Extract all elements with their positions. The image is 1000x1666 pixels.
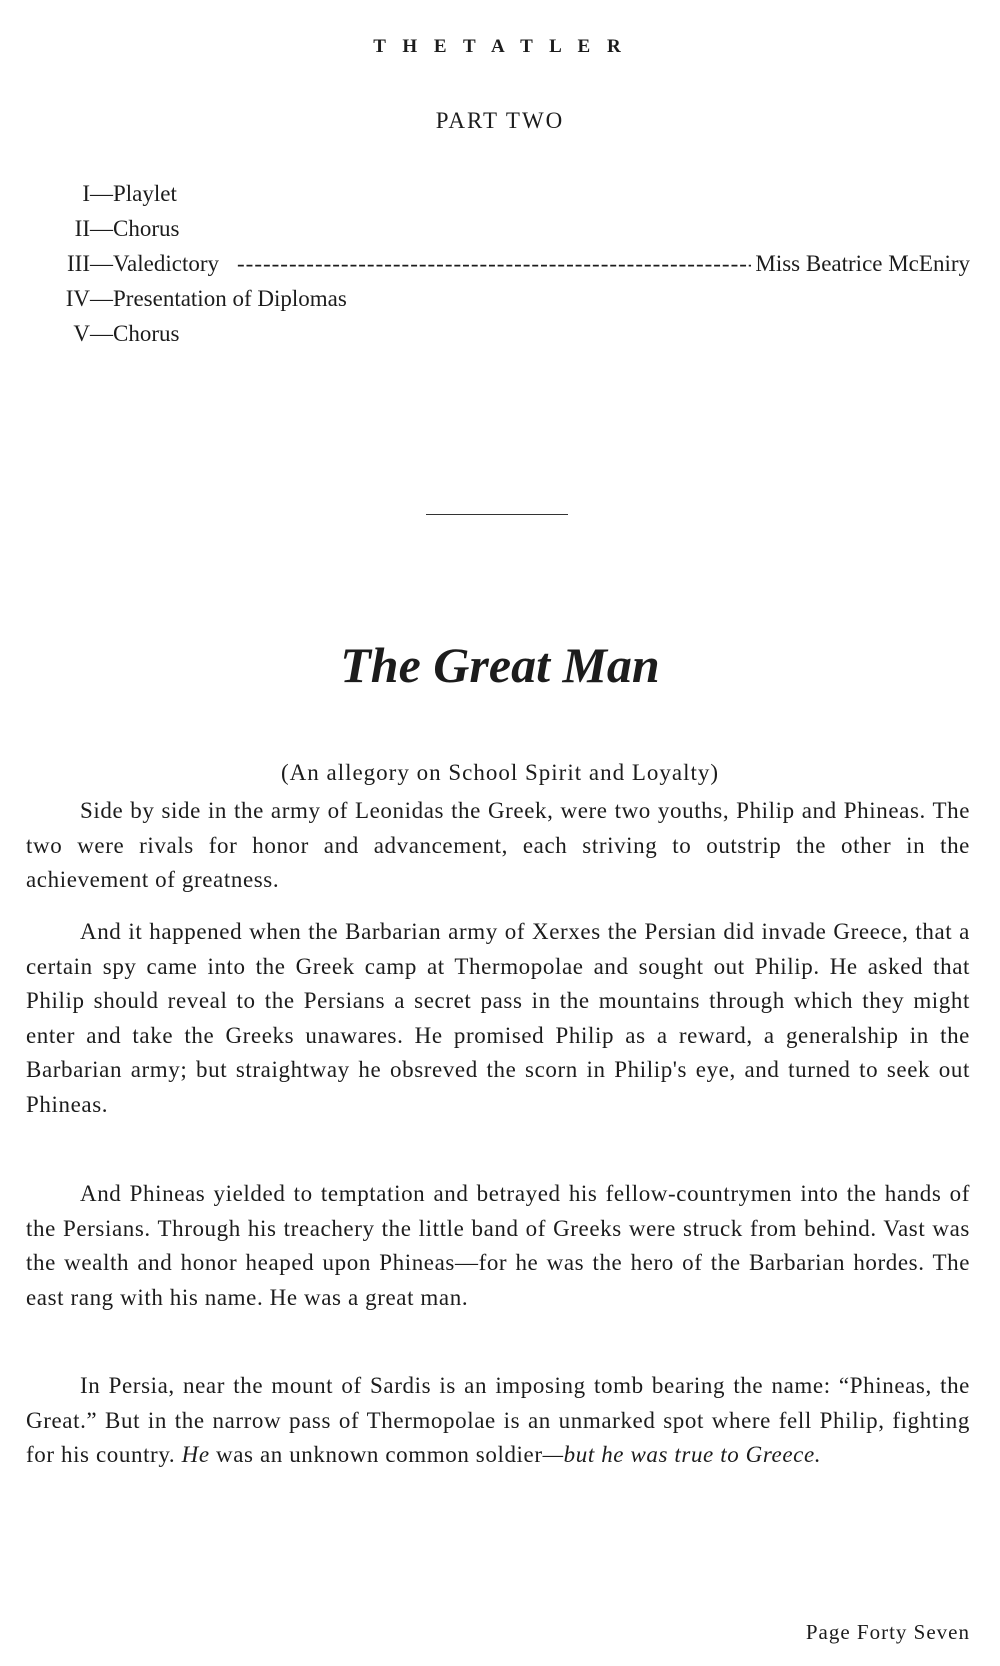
- program-dash: —: [90, 286, 113, 311]
- program-dash: —: [90, 251, 113, 276]
- program-dash: —: [90, 181, 113, 206]
- article-paragraph: And Phineas yielded to temptation and betrayed his fellow-countrymen into the hands of the Persians. Through his treachery the little band of Greeks were struck from behind. Vast was the wealth and honor heaped upon Phineas—for he was the hero of the Barbarian hordes. The east rang with his name. He was a great man.: [26, 1181, 970, 1310]
- article-title: The Great Man: [340, 637, 660, 693]
- program-item-label: Valedictory: [113, 251, 220, 276]
- program-item: [24, 246, 970, 281]
- italic-he: He: [181, 1442, 210, 1467]
- running-header: T H E T A T L E R: [373, 36, 627, 57]
- article-paragraph: And it happened when the Barbarian army of Xerxes the Persian did invade Greece, that a certain spy came into the Greek camp at Thermopolae and sought out Philip. He asked that Philip should reveal to the Persians a secret pass in the mountains through which they might enter and take the Greeks unawares. He promised Philip as a reward, a generalship in the Barbarian army; but straightway he obsreved the scorn in Philip's eye, and turned to seek out Phineas.: [26, 919, 970, 1117]
- program-item-label: Chorus: [113, 321, 180, 346]
- program-item: [24, 316, 970, 351]
- article-subtitle: (An allegory on School Spirit and Loyalty): [280, 760, 720, 785]
- program-item: [24, 211, 970, 246]
- program-numeral: V: [73, 321, 90, 346]
- program-numeral: II: [74, 216, 90, 241]
- program-item-label: Chorus: [113, 216, 180, 241]
- program-item-label: Presentation of Diplomas: [113, 286, 347, 311]
- program-numeral: IV: [65, 286, 90, 311]
- final-paragraph-mid: was an unknown common soldier: [209, 1442, 543, 1467]
- program-numeral: III: [67, 251, 90, 276]
- page-number: Page Forty Seven: [805, 1620, 970, 1644]
- program-dash: —: [90, 216, 113, 241]
- italic-closing: —but he was true to Greece.: [542, 1442, 822, 1467]
- dotted-leader: [237, 246, 751, 281]
- program-item-label: Playlet: [113, 181, 177, 206]
- program-item: [24, 281, 970, 316]
- program-dash: —: [90, 321, 113, 346]
- program-numeral: I: [82, 181, 90, 206]
- program-item: [24, 176, 970, 211]
- program-list: [24, 176, 970, 351]
- program-performer: Miss Beatrice McEniry: [755, 251, 970, 276]
- final-paragraph-text: In Persia, near the mount of Sardis is an imposing tomb bearing the name: “Phineas, the Great.” But in the narrow pass of Thermopolae is an unmarked spot where fell Philip, fighting for his country.: [26, 1373, 970, 1467]
- article-paragraph: Side by side in the army of Leonidas the Greek, were two youths, Philip and Phineas. The two were rivals for honor and advancement, each striving to outstrip the other in the achievement of greatness.: [26, 798, 970, 892]
- article-paragraph-final: [26, 1369, 970, 1473]
- part-heading: PART TWO: [435, 108, 565, 133]
- section-divider: [426, 514, 568, 515]
